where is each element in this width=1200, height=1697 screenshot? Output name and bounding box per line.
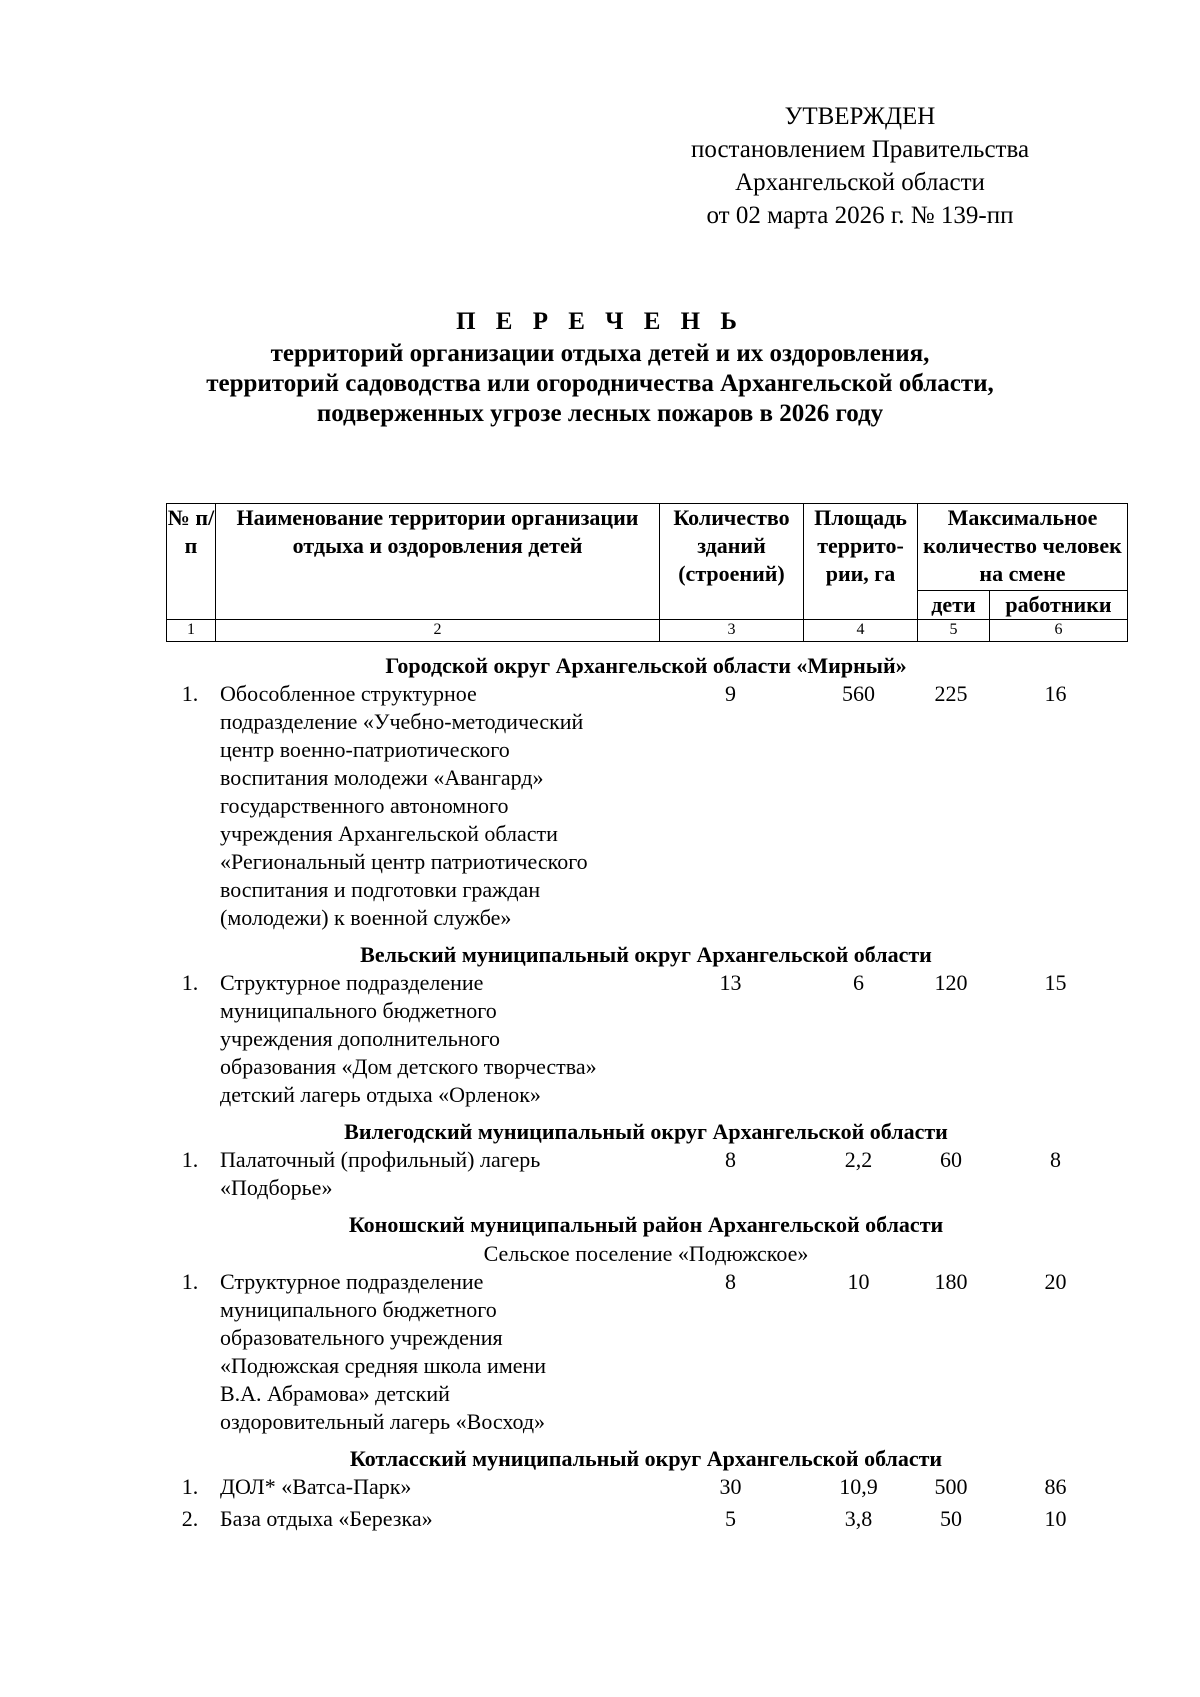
section-title: Вилегодский муниципальный округ Архангельской области — [344, 1119, 948, 1144]
row-number: 1. — [181, 1474, 199, 1499]
row-number: 2. — [181, 1506, 199, 1531]
document-title — [80, 307, 1120, 429]
row-name-line: Структурное подразделение — [220, 1269, 484, 1294]
row-children: 120 — [934, 970, 968, 995]
section-title: Вельский муниципальный округ Архангельской области — [360, 942, 932, 967]
section-subtitle: Сельское поселение «Подюжское» — [483, 1241, 809, 1266]
approval-line-1: постановлением Правительства — [690, 136, 1030, 163]
header-area: Площадь террито-рии, га — [804, 504, 918, 620]
row-area: 2,2 — [844, 1147, 873, 1172]
table-row — [166, 1268, 1126, 1444]
table-row — [166, 680, 1126, 940]
row-name-line: учреждения Архангельской области — [220, 821, 558, 846]
row-area: 10,9 — [839, 1474, 878, 1499]
row-name — [214, 969, 659, 1109]
row-name-line: детский лагерь отдыха «Орленок» — [220, 1082, 541, 1107]
table-row — [166, 969, 1126, 1117]
row-name-line: воспитания и подготовки граждан — [220, 877, 541, 902]
row-name-line: воспитания молодежи «Авангард» — [220, 765, 544, 790]
row-name-line: муниципального бюджетного — [220, 1297, 497, 1322]
row-buildings: 8 — [725, 1147, 736, 1172]
table-header — [166, 503, 1128, 642]
column-number: 6 — [990, 620, 1128, 642]
row-name — [214, 1505, 659, 1533]
row-children: 225 — [934, 681, 968, 706]
header-buildings: Количество зданий (строений) — [660, 504, 804, 620]
row-number: 1. — [181, 1147, 199, 1172]
row-name-line: База отдыха «Березка» — [220, 1506, 433, 1531]
row-children: 50 — [940, 1506, 962, 1531]
column-number: 4 — [804, 620, 918, 642]
approval-line-2: Архангельской области — [735, 169, 985, 196]
row-number: 1. — [181, 681, 199, 706]
table-row — [166, 1146, 1126, 1210]
row-name-line: образования «Дом детского творчества» — [220, 1054, 597, 1079]
row-name-line: учреждения дополнительного — [220, 1026, 500, 1051]
row-workers: 10 — [1044, 1506, 1067, 1531]
row-number: 1. — [181, 970, 199, 995]
row-workers: 8 — [1050, 1147, 1061, 1172]
header-name: Наименование территории организации отдыха и оздоровления детей — [216, 504, 660, 620]
row-name-line: центр военно-патриотического — [220, 737, 510, 762]
row-name-line: «Подборье» — [220, 1175, 333, 1200]
row-buildings: 8 — [725, 1269, 736, 1294]
header-num: № п/п — [167, 504, 216, 620]
title-line-3: подверженных угрозе лесных пожаров в 2026 году — [316, 400, 884, 427]
row-buildings: 30 — [719, 1474, 742, 1499]
title-line-1: территорий организации отдыха детей и их оздоровления, — [270, 340, 930, 367]
row-name-line: В.А. Абрамова» детский — [220, 1381, 450, 1406]
section-title: Городской округ Архангельской области «Мирный» — [385, 653, 907, 678]
row-workers: 20 — [1044, 1269, 1067, 1294]
row-name-line: Палаточный (профильный) лагерь — [220, 1147, 541, 1172]
row-workers: 16 — [1044, 681, 1067, 706]
row-buildings: 9 — [725, 681, 736, 706]
header-workers: работники — [990, 591, 1128, 620]
row-name-line: образовательного учреждения — [220, 1325, 503, 1350]
row-number: 1. — [181, 1269, 199, 1294]
row-children: 500 — [934, 1474, 968, 1499]
row-name-line: «Региональный центр патриотического — [220, 849, 588, 874]
row-area: 6 — [853, 970, 864, 995]
row-name-line: «Подюжская средняя школа имени — [220, 1353, 547, 1378]
table-row — [166, 1473, 1126, 1505]
column-number: 3 — [660, 620, 804, 642]
row-name — [214, 1473, 659, 1501]
row-name — [214, 680, 659, 932]
row-children: 180 — [934, 1269, 968, 1294]
header-max-people: Максимальное количество человек на смене — [918, 504, 1128, 591]
row-name — [214, 1146, 659, 1202]
column-number: 2 — [216, 620, 660, 642]
row-name — [214, 1268, 659, 1436]
row-name-line: Структурное подразделение — [220, 970, 484, 995]
section-title: Коношский муниципальный район Архангельской области — [348, 1212, 944, 1237]
row-workers: 86 — [1044, 1474, 1067, 1499]
row-name-line: оздоровительный лагерь «Восход» — [220, 1409, 546, 1434]
column-number: 1 — [167, 620, 216, 642]
approval-line-3: от 02 марта 2026 г. № 139-пп — [706, 202, 1014, 229]
row-area: 560 — [842, 681, 875, 706]
row-buildings: 13 — [719, 970, 742, 995]
row-name-line: (молодежи) к военной службе» — [220, 905, 512, 930]
row-children: 60 — [940, 1147, 962, 1172]
table-body — [166, 651, 1126, 1537]
row-workers: 15 — [1044, 970, 1067, 995]
title-heading: П Е Р Е Ч Е Н Ь — [456, 308, 744, 335]
row-name-line: государственного автономного — [220, 793, 509, 818]
row-name-line: муниципального бюджетного — [220, 998, 497, 1023]
section-title: Котласский муниципальный округ Архангельской области — [349, 1446, 943, 1471]
row-area: 10 — [847, 1269, 870, 1294]
column-number: 5 — [918, 620, 990, 642]
table-row — [166, 1505, 1126, 1537]
header-children: дети — [918, 591, 990, 620]
row-name-line: Обособленное структурное — [220, 681, 477, 706]
approval-block — [660, 100, 1060, 232]
row-name-line: подразделение «Учебно-методический — [220, 709, 584, 734]
row-name-line: ДОЛ* «Ватса-Парк» — [220, 1474, 412, 1499]
row-buildings: 5 — [725, 1506, 736, 1531]
title-line-2: территорий садоводства или огородничества Архангельской области, — [206, 370, 994, 397]
row-area: 3,8 — [844, 1506, 873, 1531]
approval-status: УТВЕРЖДЕН — [784, 103, 936, 130]
